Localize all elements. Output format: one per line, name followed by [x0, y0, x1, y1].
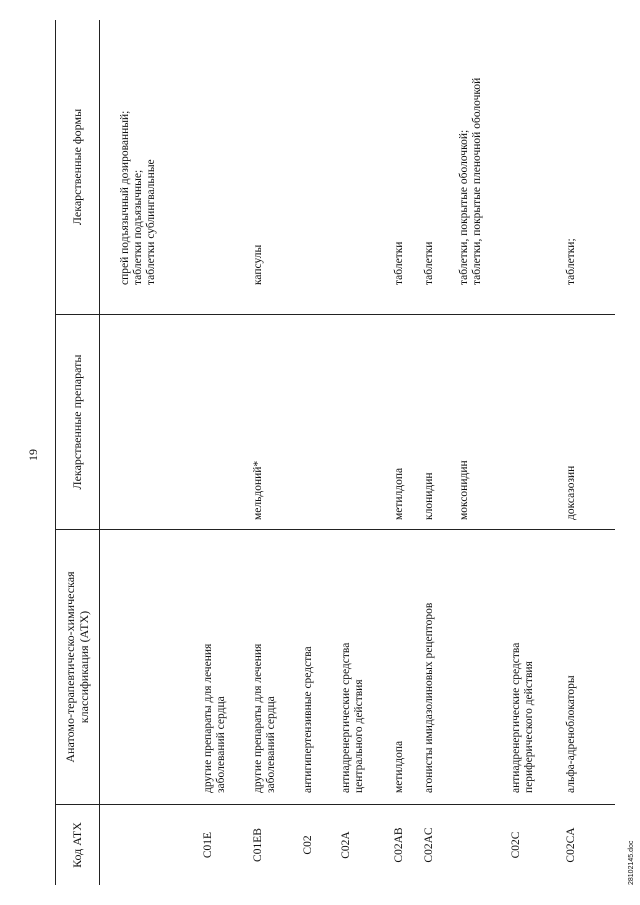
row-classification	[340, 538, 366, 793]
row-forms	[252, 20, 265, 285]
header-drugs	[55, 315, 99, 529]
column-divider-2	[55, 529, 615, 530]
classification-line: заболеваний сердца	[215, 696, 227, 793]
header-forms	[55, 20, 99, 314]
row-code: C02A	[340, 831, 352, 859]
form-line: таблетки	[423, 241, 435, 285]
header-bottom-rule	[99, 20, 100, 885]
row-classification	[252, 538, 278, 793]
row-forms	[565, 20, 578, 285]
page-number: 19	[26, 449, 40, 461]
classification-line: альфа-адреноблокаторы	[565, 675, 577, 793]
row-drug: клонидин	[423, 472, 435, 520]
classification-line: другие препараты для лечения	[252, 643, 264, 793]
header-forms-text: Лекарственные формы	[70, 108, 84, 226]
header-classification-text: Анатомо-терапевтическо-химическая классификация (АТХ)	[63, 571, 91, 763]
row-code: C01EB	[252, 828, 264, 862]
column-divider-1	[55, 804, 615, 805]
column-divider-3	[55, 314, 615, 315]
footer-filename: 28102145.doc	[628, 840, 635, 885]
table-row-forms-continued	[119, 20, 158, 285]
row-drug: доксазозин	[565, 465, 577, 520]
row-forms	[423, 20, 436, 285]
form-line: таблетки, покрытые пленочной оболочкой	[471, 77, 483, 285]
row-forms	[458, 20, 484, 285]
classification-line: периферического действия	[523, 661, 535, 793]
row-classification	[393, 538, 406, 793]
row-code: C02AC	[423, 827, 435, 863]
row-code: C02CA	[565, 827, 577, 863]
row-classification	[510, 538, 536, 793]
form-line: капсулы	[252, 244, 264, 285]
form-line: таблетки подъязычные;	[132, 169, 144, 285]
row-code: C02AB	[393, 827, 405, 863]
header-classification	[55, 533, 99, 801]
classification-line: центрального действия	[353, 679, 365, 793]
row-classification	[565, 538, 578, 793]
classification-line: антигипертензивные средства	[302, 646, 314, 793]
row-forms	[393, 20, 406, 285]
form-line: таблетки;	[565, 238, 577, 285]
row-drug: метилдопа	[393, 467, 405, 520]
row-drug: мельдоний*	[252, 460, 264, 520]
classification-line: другие препараты для лечения	[202, 643, 214, 793]
classification-line: антиадренергические средства	[510, 642, 522, 793]
header-code	[55, 805, 99, 885]
form-line: таблетки сублингвальные	[145, 159, 157, 285]
row-code: C02C	[510, 831, 522, 859]
form-line: спрей подъязычный дозированный;	[119, 110, 131, 285]
row-classification	[302, 538, 315, 793]
classification-line: метилдопа	[393, 740, 405, 793]
classification-line: антиадренергические средства	[340, 642, 352, 793]
form-line: таблетки	[393, 241, 405, 285]
atc-table	[55, 20, 615, 885]
classification-line: заболеваний сердца	[265, 696, 277, 793]
form-line: таблетки, покрытые оболочкой;	[458, 129, 470, 285]
classification-line: агонисты имидазолиновых рецепторов	[423, 602, 435, 793]
row-drug: моксонидин	[458, 460, 470, 520]
row-code: C02	[302, 835, 314, 855]
row-classification	[202, 538, 228, 793]
header-code-text: Код АТХ	[70, 822, 84, 868]
row-classification	[423, 538, 436, 793]
row-code: C01E	[202, 831, 214, 859]
header-drugs-text: Лекарственные препараты	[70, 354, 84, 490]
